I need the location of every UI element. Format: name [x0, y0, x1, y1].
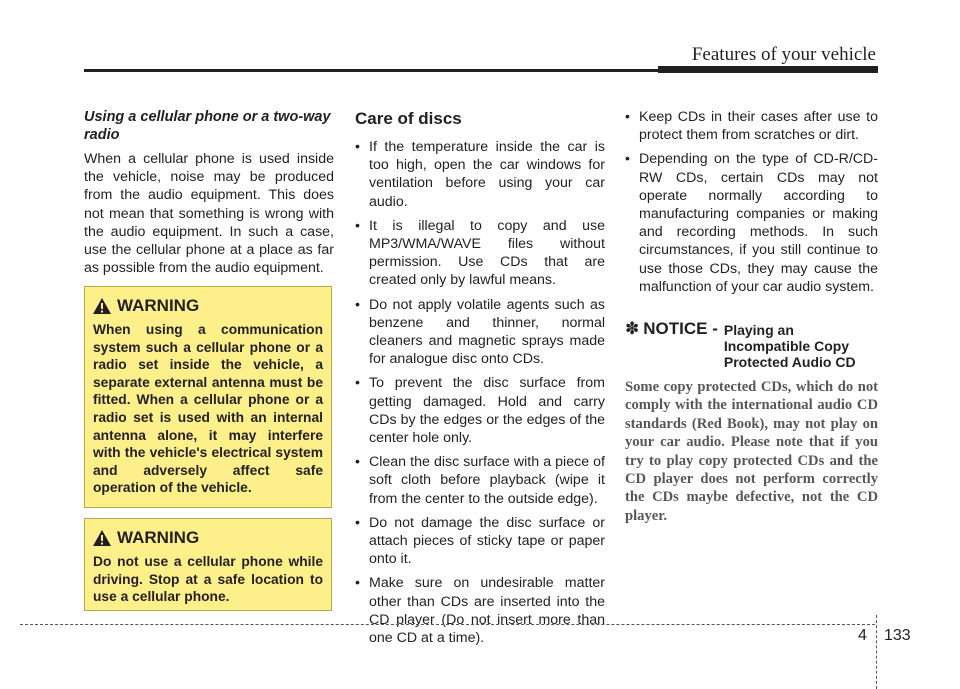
list-item: • Make sure on undesirable matter other than CDs are inserted into the CD player (Do not insert more than one CD at a time).	[355, 575, 605, 647]
header-rule-accent	[658, 66, 878, 73]
list-item: • Do not apply volatile agents such as benzene and thinner, normal cleaners and magnetic sprays made for analogue disc onto CDs.	[355, 296, 605, 368]
warning-text: Do not use a cellular phone while driving. Stop at a safe location to use a cellular phone.	[93, 554, 323, 605]
column-left	[84, 108, 334, 277]
cellular-phone-heading: Using a cellular phone or a two-way radio	[84, 109, 331, 143]
notice-label: NOTICE -	[643, 319, 718, 339]
list-item: • If the temperature inside the car is too high, open the car windows for ventilation before using your car audio.	[355, 139, 605, 210]
notice-star-icon: ✽	[625, 319, 640, 339]
care-of-discs-list	[355, 138, 605, 647]
list-item: • Do not damage the disc surface or attach pieces of sticky tape or paper onto it.	[355, 514, 605, 568]
warning-box-driving	[84, 518, 332, 611]
notice-body: Some copy protected CDs, which do not comply with the international audio CD standards (Red Book), may not play on your car audio. Please note that if you try to play copy protected CDs and the CD player does not perform correctly the CDs maybe defective, not the CD player.	[625, 379, 878, 524]
list-item: • Depending on the type of CD-R/CD-RW CDs, certain CDs may not operate normally according to manufacturing companies or making and recording methods. In such circumstances, if you still continue to use those CDs, they may cause the malfunction of your car audio system.	[625, 151, 878, 295]
list-item: • It is illegal to copy and use MP3/WMA/WAVE files without permission. Use CDs that are created only by lawful means.	[355, 217, 605, 289]
footer-vertical-divider	[876, 615, 877, 689]
warning-heading	[93, 295, 323, 317]
warning-text: When using a communication system such a cellular phone or a radio set inside the vehicle, a separate external antenna must be fitted. When a cellular phone or a radio set is used with an internal antenna alone, it may interfere with the vehicle's electrical system and adversely affect safe operation of the vehicle.	[93, 322, 323, 496]
column-middle	[355, 104, 605, 653]
section-number: 4	[858, 627, 867, 644]
page-number: 133	[884, 627, 911, 644]
list-item: • Clean the disc surface with a piece of soft cloth before playback (wipe it from the center to the outside edge).	[355, 454, 605, 507]
cellular-phone-body: When a cellular phone is used inside the vehicle, noise may be produced from the audio equipment. This does not mean that something is wrong with the audio equipment. In such a case, use the cellular phone at a place as far as possible from the audio equipment.	[84, 151, 334, 277]
warning-triangle-icon	[93, 530, 111, 546]
notice-heading	[625, 318, 878, 370]
warning-triangle-icon	[93, 298, 111, 314]
list-item: • To prevent the disc surface from getting damaged. Hold and carry CDs by the edges or the edges of the center hole only.	[355, 375, 605, 447]
warning-title: WARNING	[117, 528, 200, 547]
warning-title: WARNING	[117, 296, 200, 315]
header-title: Features of your vehicle	[691, 44, 876, 65]
warning-heading	[93, 527, 323, 549]
notice-subtitle: Playing an Incompatible Copy Protected Audio CD	[723, 322, 856, 371]
warning-box-antenna	[84, 286, 332, 508]
care-of-discs-title: Care of discs	[355, 109, 462, 128]
column-right	[625, 108, 878, 525]
footer-divider	[20, 624, 875, 625]
disc-care-list-continued	[625, 108, 878, 296]
list-item: • Keep CDs in their cases after use to protect them from scratches or dirt.	[625, 109, 878, 144]
